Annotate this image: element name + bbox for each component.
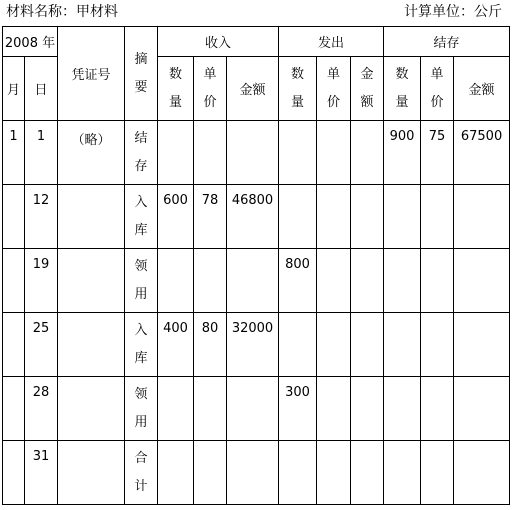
balance-qty-cell <box>384 313 421 377</box>
table-row <box>3 441 510 505</box>
issue-qty-cell <box>279 313 317 377</box>
day-cell: 31 <box>25 441 58 505</box>
income-qty-cell <box>158 249 194 313</box>
income-price-header: 单 价 <box>194 57 227 121</box>
balance-amount-cell <box>454 249 510 313</box>
income-qty-cell: 400 <box>158 313 194 377</box>
issue-amount-header: 金 额 <box>351 57 384 121</box>
month-cell <box>3 185 25 249</box>
issue-price-header: 单 价 <box>317 57 351 121</box>
summary-cell: 入 库 <box>125 185 158 249</box>
income-price-cell <box>194 249 227 313</box>
summary-cell: 入 库 <box>125 313 158 377</box>
day-cell: 1 <box>25 121 58 185</box>
day-cell: 19 <box>25 249 58 313</box>
balance-amount-cell <box>454 377 510 441</box>
issue-price-cell <box>317 121 351 185</box>
income-qty-cell <box>158 377 194 441</box>
unit-label: 计算单位：公斤 <box>404 4 502 20</box>
voucher-cell <box>58 313 125 377</box>
issue-header: 发出 <box>279 27 384 57</box>
balance-header: 结存 <box>384 27 510 57</box>
summary-cell: 合 计 <box>125 441 158 505</box>
balance-price-cell <box>421 377 454 441</box>
income-header: 收入 <box>158 27 279 57</box>
summary-header: 摘 要 <box>125 27 158 121</box>
summary-cell: 结 存 <box>125 121 158 185</box>
income-price-cell: 80 <box>194 313 227 377</box>
issue-amount-cell <box>351 313 384 377</box>
issue-amount-cell <box>351 121 384 185</box>
year-header: 2008 年 <box>3 27 58 57</box>
voucher-cell <box>58 249 125 313</box>
balance-qty-cell <box>384 249 421 313</box>
voucher-cell: （略） <box>58 121 125 185</box>
balance-price-cell <box>421 185 454 249</box>
issue-amount-cell <box>351 185 384 249</box>
income-qty-cell <box>158 121 194 185</box>
income-amount-cell <box>227 377 279 441</box>
balance-price-cell <box>421 313 454 377</box>
income-qty-cell <box>158 441 194 505</box>
income-qty-cell: 600 <box>158 185 194 249</box>
month-cell <box>3 377 25 441</box>
issue-qty-cell: 300 <box>279 377 317 441</box>
month-cell: 1 <box>3 121 25 185</box>
income-amount-cell: 46800 <box>227 185 279 249</box>
balance-price-header: 单 价 <box>421 57 454 121</box>
month-cell <box>3 249 25 313</box>
income-price-cell <box>194 441 227 505</box>
issue-qty-cell <box>279 121 317 185</box>
issue-price-cell <box>317 377 351 441</box>
summary-cell: 领 用 <box>125 249 158 313</box>
balance-qty-cell <box>384 441 421 505</box>
balance-amount-cell: 67500 <box>454 121 510 185</box>
income-amount-cell: 32000 <box>227 313 279 377</box>
month-header: 月 <box>3 57 25 121</box>
table-row <box>3 185 510 249</box>
income-qty-header: 数 量 <box>158 57 194 121</box>
balance-amount-cell <box>454 185 510 249</box>
voucher-cell <box>58 377 125 441</box>
balance-amount-header: 金额 <box>454 57 510 121</box>
issue-amount-cell <box>351 441 384 505</box>
balance-qty-cell <box>384 185 421 249</box>
month-cell <box>3 313 25 377</box>
income-amount-cell <box>227 121 279 185</box>
balance-price-cell: 75 <box>421 121 454 185</box>
balance-amount-cell <box>454 441 510 505</box>
issue-qty-cell <box>279 441 317 505</box>
issue-qty-cell <box>279 185 317 249</box>
income-price-cell <box>194 377 227 441</box>
voucher-cell <box>58 441 125 505</box>
month-cell <box>3 441 25 505</box>
balance-amount-cell <box>454 313 510 377</box>
summary-cell: 领 用 <box>125 377 158 441</box>
table-row <box>3 377 510 441</box>
ledger-table <box>2 26 510 505</box>
issue-amount-cell <box>351 249 384 313</box>
day-cell: 25 <box>25 313 58 377</box>
voucher-header: 凭证号 <box>58 27 125 121</box>
balance-qty-cell <box>384 377 421 441</box>
issue-price-cell <box>317 441 351 505</box>
day-header: 日 <box>25 57 58 121</box>
issue-price-cell <box>317 313 351 377</box>
income-price-cell: 78 <box>194 185 227 249</box>
table-row <box>3 313 510 377</box>
income-amount-cell <box>227 441 279 505</box>
balance-price-cell <box>421 441 454 505</box>
material-name-label: 材料名称：甲材料 <box>6 4 118 20</box>
table-row <box>3 249 510 313</box>
income-price-cell <box>194 121 227 185</box>
issue-amount-cell <box>351 377 384 441</box>
issue-qty-header: 数 量 <box>279 57 317 121</box>
issue-qty-cell: 800 <box>279 249 317 313</box>
balance-qty-cell: 900 <box>384 121 421 185</box>
day-cell: 12 <box>25 185 58 249</box>
day-cell: 28 <box>25 377 58 441</box>
income-amount-cell <box>227 249 279 313</box>
table-row <box>3 121 510 185</box>
balance-price-cell <box>421 249 454 313</box>
issue-price-cell <box>317 249 351 313</box>
voucher-cell <box>58 185 125 249</box>
income-amount-header: 金额 <box>227 57 279 121</box>
issue-price-cell <box>317 185 351 249</box>
balance-qty-header: 数 量 <box>384 57 421 121</box>
